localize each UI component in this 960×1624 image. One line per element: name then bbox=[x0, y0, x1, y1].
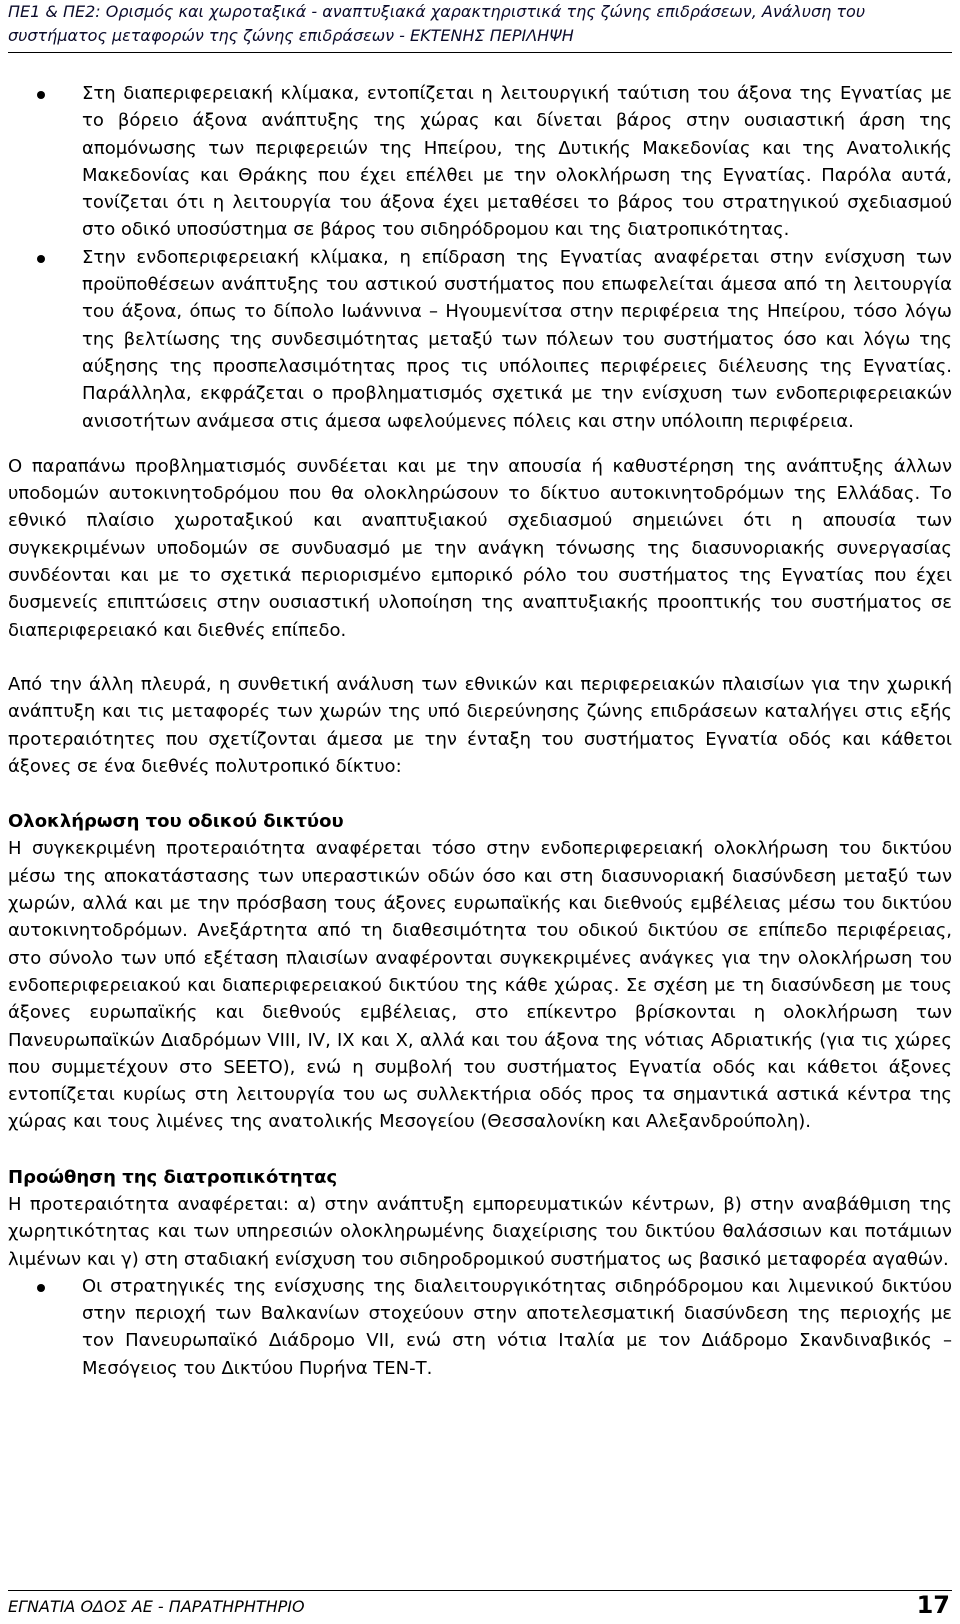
paragraph-1: Ο παραπάνω προβληματισμός συνδέεται και με την απουσία ή καθυστέρηση της ανάπτυξης άλλων υποδομών αυτοκινητοδρόμου που θα ολοκληρώσουν το δίκτυο αυτοκινητοδρόμων της Ελλάδας. Το εθνικό πλαίσιο χωροταξικού και αναπτυξιακού σχεδιασμού σημειώνει ότι η απουσία των συγκεκριμένων υποδομών σε συνδυασμό με την ανάγκη τόνωσης της διασυνοριακής συνεργασίας συνδέονται και με το σχετικά περιορισμένο εμπορικό ρόλο του συστήματος της Εγνατίας που έχει δυσμενείς επιπτώσεις στην ουσιαστική υλοποίηση της αναπτυξιακής προοπτικής του συστήματος σε διαπεριφερειακό και διεθνές επίπεδο. bbox=[8, 455, 952, 641]
bullet-icon bbox=[37, 255, 45, 263]
header-line-2: συστήματος μεταφορών της ζώνης επιδράσεων - ΕΚΤΕΝΗΣ ΠΕΡΙΛΗΨΗ bbox=[8, 26, 574, 45]
footer-divider bbox=[8, 1590, 952, 1591]
page-footer: ΕΓΝΑΤΙΑ ΟΔΟΣ ΑΕ - ΠΑΡΑΤΗΡΗΤΗΡΙΟ bbox=[8, 1597, 305, 1616]
bullet-text: Οι στρατηγικές της ενίσχυσης της διαλειτουργικότητας σιδηρόδρομου και λιμενικού δικτύου στην περιοχή των Βαλκανίων στοχεύουν στην αποτελεσματική διασύνδεση της περιοχής με τον Πανευρωπαϊκό Διάδρομο VII, ενώ στη νότια Ιταλία με τον Διάδρομο Σκανδιναβικός – Μεσόγειος του Δικτύου Πυρήνα ΤΕΝ-Τ. bbox=[82, 1275, 952, 1379]
list-item bbox=[8, 80, 952, 244]
header-divider bbox=[8, 52, 952, 53]
header-line-1: ΠΕ1 & ΠΕ2: Ορισμός και χωροταξικά - αναπτυξιακά χαρακτηριστικά της ζώνης επιδράσεων, Ανάλυση του bbox=[8, 2, 866, 21]
top-bullet-list bbox=[8, 80, 952, 435]
paragraph-2: Από την άλλη πλευρά, η συνθετική ανάλυση των εθνικών και περιφερειακών πλαισίων για την χωρική ανάπτυξη και τις μεταφορές των χωρών της υπό διερεύνησης ζώνης επιδράσεων καταλήγει στις εξής προτεραιότητες που σχετίζονται άμεσα με την ένταξη του συστήματος Εγνατία οδός και κάθετοι άξονες σε ένα διεθνές πολυτροπικό δίκτυο: bbox=[8, 673, 952, 777]
page-number: 17 bbox=[916, 1591, 950, 1619]
bullet-icon bbox=[37, 91, 45, 99]
page-header bbox=[8, 0, 952, 48]
bullet-text: Στη διαπεριφερειακή κλίμακα, εντοπίζεται η λειτουργική ταύτιση του άξονα της Εγνατίας με το βόρειο άξονα ανάπτυξης της χώρας και δίνεται βάρος στην ουσιαστική άρση της απομόνωσης των περιφερειών της Ηπείρου, της Δυτικής Μακεδονίας και της Ανατολικής Μακεδονίας και Θράκης που έχει επέλθει με την ολοκλήρωση της Εγνατίας. Παρόλα αυτά, τονίζεται ότι η λειτουργία του άξονα έχει μεταθέσει το βάρος του στρατηγικού σχεδιασμού στο οδικό υποσύστημα σε βάρος του σιδηρόδρομου και της διατροπικότητας. bbox=[82, 83, 952, 241]
section-text-road-network: Η συγκεκριμένη προτεραιότητα αναφέρεται τόσο στην ενδοπεριφερειακή ολοκλήρωση του δικτύου μέσω της αποκατάστασης των υπεραστικών οδών όσο και στη διασυνοριακή διασύνδεση μεταξύ των χωρών, αλλά και με την πρόσβαση τους άξονες ευρωπαϊκής και διεθνούς εμβέλειας μέσω του δικτύου αυτοκινητοδρόμων. Ανεξάρτητα από τη διαθεσιμότητα του οδικού δικτύου σε επίπεδο περιφέρειας, στο σύνολο των υπό εξέταση πλαισίων αναφέρονται συγκεκριμένες ανάγκες για την ολοκλήρωση του ενδοπεριφερειακού και διαπεριφερειακού δικτύου της κάθε χώρας. Σε σχέση με τη διασύνδεση με τους άξονες ευρωπαϊκής και διεθνούς εμβέλειας, στο επίκεντρο βρίσκονται η ολοκλήρωση των Πανευρωπαϊκών Διαδρόμων VIII, IV, IX και X, αλλά και του άξονα της νότιας Αδριατικής (για τις χώρες που συμμετέχουν στο SEETO), ενώ η συμβολή του συστήματος Εγνατία οδός και κάθετοι άξονες εντοπίζεται κυρίως στη λειτουργία του ως συλλεκτήρια οδός προς τα σημαντικά αστικά κέντρα της χώρας και τους λιμένες της ανατολικής Μεσογείου (Θεσσαλονίκη και Αλεξανδρούπολη). bbox=[8, 838, 952, 1133]
list-item bbox=[8, 1273, 952, 1382]
list-item bbox=[8, 244, 952, 435]
intermodality-bullet-list bbox=[8, 1273, 952, 1382]
bullet-text: Στην ενδοπεριφερειακή κλίμακα, η επίδραση της Εγνατίας αναφέρεται στην ενίσχυση των προϋποθέσεων ανάπτυξης του αστικού συστήματος που επωφελείται άμεσα από τη λειτουργία του άξονα, όπως το δίπολο Ιωάννινα – Ηγουμενίτσα στην περιφέρεια της Ηπείρου, τόσο λόγω της βελτίωσης της συνδεσιμότητας μεταξύ των πόλεων του συστήματος όσο και λόγω της αύξησης της προσπελασιμότητας προς τις υπόλοιπες περιφέρειες διέλευσης της Εγνατίας. Παράλληλα, εκφράζεται ο προβληματισμός σχετικά με την ενίσχυση των ενδοπεριφερειακών ανισοτήτων ανάμεσα στις άμεσα ωφελούμενες πόλεις και στην υπόλοιπη περιφέρεια. bbox=[82, 246, 952, 432]
bullet-icon bbox=[37, 1284, 45, 1292]
section-heading-road-network: Ολοκλήρωση του οδικού δικτύου bbox=[8, 811, 344, 833]
section-text-intermodality: Η προτεραιότητα αναφέρεται: α) στην ανάπτυξη εμπορευματικών κέντρων, β) στην αναβάθμιση της χωρητικότητας και των υπηρεσιών ολοκληρωμένης διαχείρισης του δικτύου θαλάσσιων και ποτάμιων λιμένων και γ) στη σταδιακή ενίσχυση του σιδηροδρομικού συστήματος ως βασικό μεταφορέα αγαθών. bbox=[8, 1193, 952, 1270]
document-body bbox=[8, 80, 952, 1382]
section-heading-intermodality: Προώθηση της διατροπικότητας bbox=[8, 1166, 338, 1188]
